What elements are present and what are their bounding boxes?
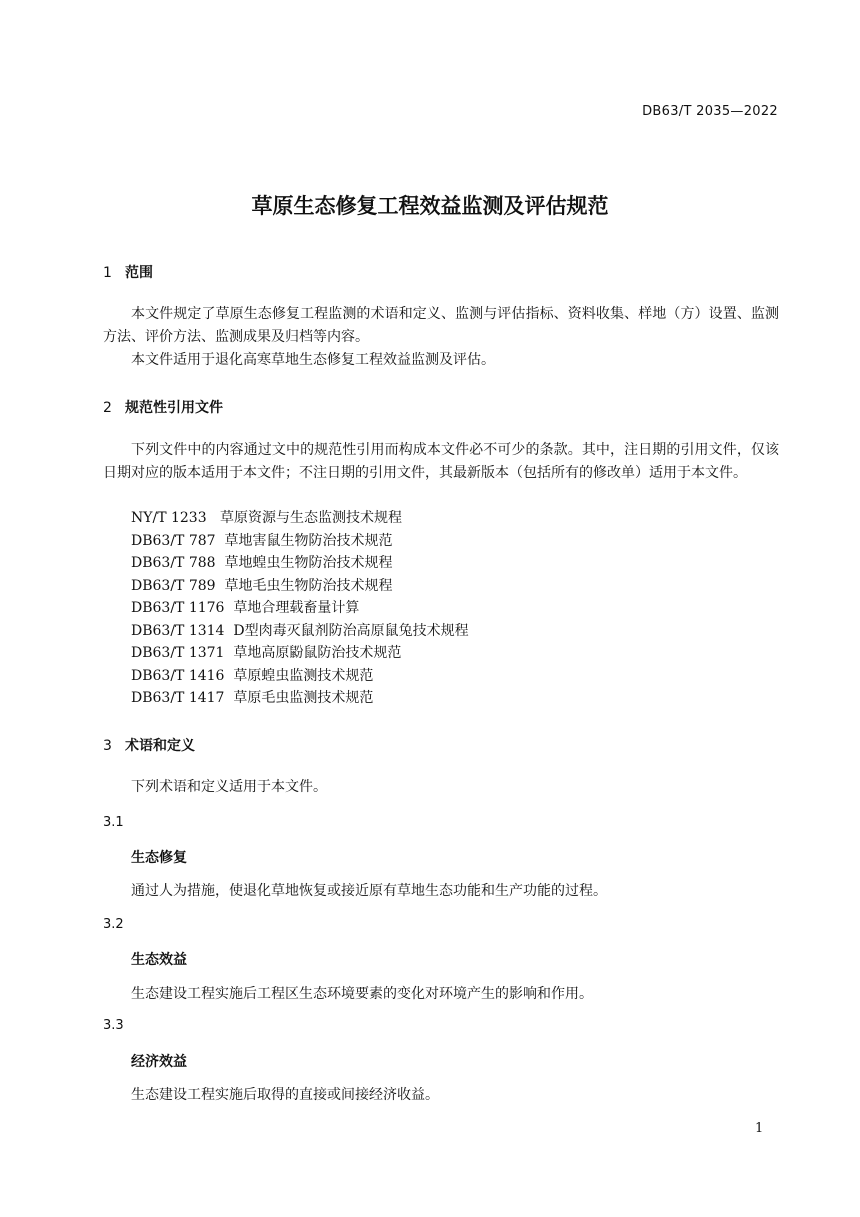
reference-code: DB63/T 1416 (131, 668, 225, 684)
section-number: 2 (103, 400, 112, 416)
scope-paragraph-1: 本文件规定了草原生态修复工程监测的术语和定义、监测与评估指标、资料收集、样地（方）设置、监测方法、评价方法、监测成果及归档等内容。 (103, 306, 779, 345)
reference-item (131, 552, 392, 575)
reference-code: DB63/T 788 (131, 555, 216, 571)
term-name: 生态效益 (131, 952, 187, 968)
section-heading-scope (103, 262, 153, 282)
reference-title: 草地害鼠生物防治技术规范 (224, 533, 393, 549)
reference-title: 草地蝗虫生物防治技术规程 (224, 555, 393, 571)
reference-item (131, 620, 469, 643)
reference-code: DB63/T 787 (131, 533, 216, 549)
clause-number: 3.1 (103, 815, 124, 830)
page-number: 1 (755, 1121, 764, 1136)
section-title: 规范性引用文件 (125, 400, 223, 416)
section-heading-normative-references (103, 397, 223, 417)
section-heading-terms (103, 735, 195, 755)
references-paragraph: 下列文件中的内容通过文中的规范性引用而构成本文件必不可少的条款。其中，注日期的引用文件，仅该日期对应的版本适用于本文件；不注日期的引用文件，其最新版本（包括所有的修改单）适用于本文件。 (103, 442, 779, 481)
reference-code: DB63/T 1371 (131, 645, 225, 661)
section-title: 术语和定义 (125, 738, 195, 754)
reference-code: DB63/T 789 (131, 578, 216, 594)
reference-item (131, 665, 373, 688)
term-definition: 生态建设工程实施后取得的直接或间接经济收益。 (131, 1087, 439, 1103)
reference-title: 草原蝗虫监测技术规范 (233, 668, 374, 684)
reference-title: 草原毛虫监测技术规范 (233, 690, 374, 706)
reference-title: 草地毛虫生物防治技术规程 (224, 578, 393, 594)
scope-paragraph-2: 本文件适用于退化高寒草地生态修复工程效益监测及评估。 (131, 352, 495, 368)
reference-item (131, 597, 359, 620)
document-title: 草原生态修复工程效益监测及评估规范 (251, 194, 609, 218)
term-definition: 通过人为措施，使退化草地恢复或接近原有草地生态功能和生产功能的过程。 (131, 883, 607, 899)
reference-item (131, 530, 392, 553)
clause-number: 3.3 (103, 1018, 124, 1033)
reference-code: DB63/T 1417 (131, 690, 225, 706)
term-definition: 生态建设工程实施后工程区生态环境要素的变化对环境产生的影响和作用。 (131, 986, 593, 1002)
section-number: 1 (103, 265, 112, 281)
document-code: DB63/T 2035—2022 (642, 104, 778, 119)
reference-code: NY/T 1233 (131, 510, 207, 526)
reference-code: DB63/T 1176 (131, 600, 225, 616)
terms-intro: 下列术语和定义适用于本文件。 (131, 779, 327, 795)
reference-item (131, 507, 402, 530)
reference-title: 草地合理载畜量计算 (233, 600, 360, 616)
term-name: 经济效益 (131, 1054, 187, 1070)
term-name: 生态修复 (131, 850, 187, 866)
clause-number: 3.2 (103, 917, 124, 932)
reference-item (131, 575, 392, 598)
reference-item (131, 687, 373, 710)
section-number: 3 (103, 738, 112, 754)
reference-item (131, 642, 401, 665)
reference-title: 草地高原鼢鼠防治技术规范 (233, 645, 402, 661)
reference-code: DB63/T 1314 (131, 623, 225, 639)
reference-title: D型肉毒灭鼠剂防治高原鼠兔技术规程 (233, 623, 469, 639)
reference-title: 草原资源与生态监测技术规程 (220, 510, 402, 526)
section-title: 范围 (125, 265, 153, 281)
